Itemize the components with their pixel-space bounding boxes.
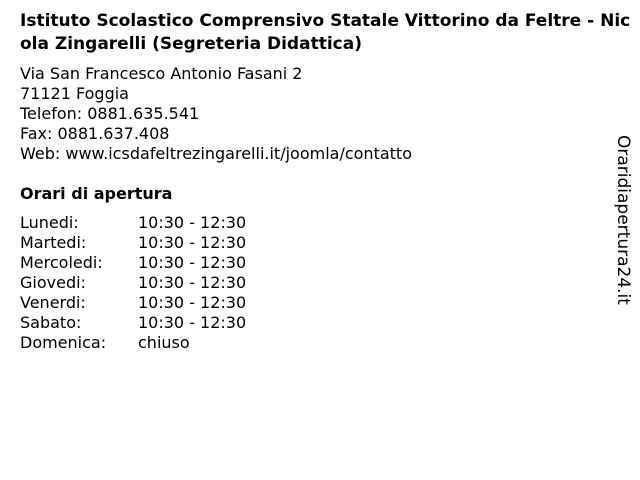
hours-row-saturday xyxy=(20,313,246,333)
time-value: 10:30 - 12:30 xyxy=(138,213,247,232)
street-address: Via San Francesco Antonio Fasani 2 xyxy=(20,64,303,83)
website: Web: www.icsdafeltrezingarelli.it/joomla/contatto xyxy=(20,144,412,163)
time-value: 10:30 - 12:30 xyxy=(138,293,247,312)
opening-hours-table xyxy=(20,213,246,353)
hours-row-monday xyxy=(20,213,246,233)
hours-row-wednesday xyxy=(20,253,246,273)
time-value: 10:30 - 12:30 xyxy=(138,313,247,332)
day-label: Lunedi: xyxy=(20,213,79,232)
fax-number: Fax: 0881.637.408 xyxy=(20,124,170,143)
hours-row-sunday xyxy=(20,333,246,353)
hours-heading: Orari di apertura xyxy=(20,184,173,203)
city-postal: 71121 Foggia xyxy=(20,84,129,103)
hours-row-tuesday xyxy=(20,233,246,253)
hours-row-friday xyxy=(20,293,246,313)
time-value: 10:30 - 12:30 xyxy=(138,273,247,292)
day-label: Venerdi: xyxy=(20,293,86,312)
address-block xyxy=(20,64,412,164)
day-label: Domenica: xyxy=(20,333,107,352)
phone-number: Telefon: 0881.635.541 xyxy=(20,104,200,123)
brand-watermark: Oraridiapertura24.it xyxy=(613,135,633,305)
day-label: Martedi: xyxy=(20,233,87,252)
day-label: Giovedi: xyxy=(20,273,86,292)
page-title: Istituto Scolastico Comprensivo Statale Vittorino da Feltre - Nicola Zingarelli (Segreteria Didattica) xyxy=(20,11,631,54)
day-label: Sabato: xyxy=(20,313,82,332)
time-value: 10:30 - 12:30 xyxy=(138,253,247,272)
day-label: Mercoledi: xyxy=(20,253,103,272)
time-value: 10:30 - 12:30 xyxy=(138,233,247,252)
hours-row-thursday xyxy=(20,273,246,293)
time-value: chiuso xyxy=(138,333,190,352)
